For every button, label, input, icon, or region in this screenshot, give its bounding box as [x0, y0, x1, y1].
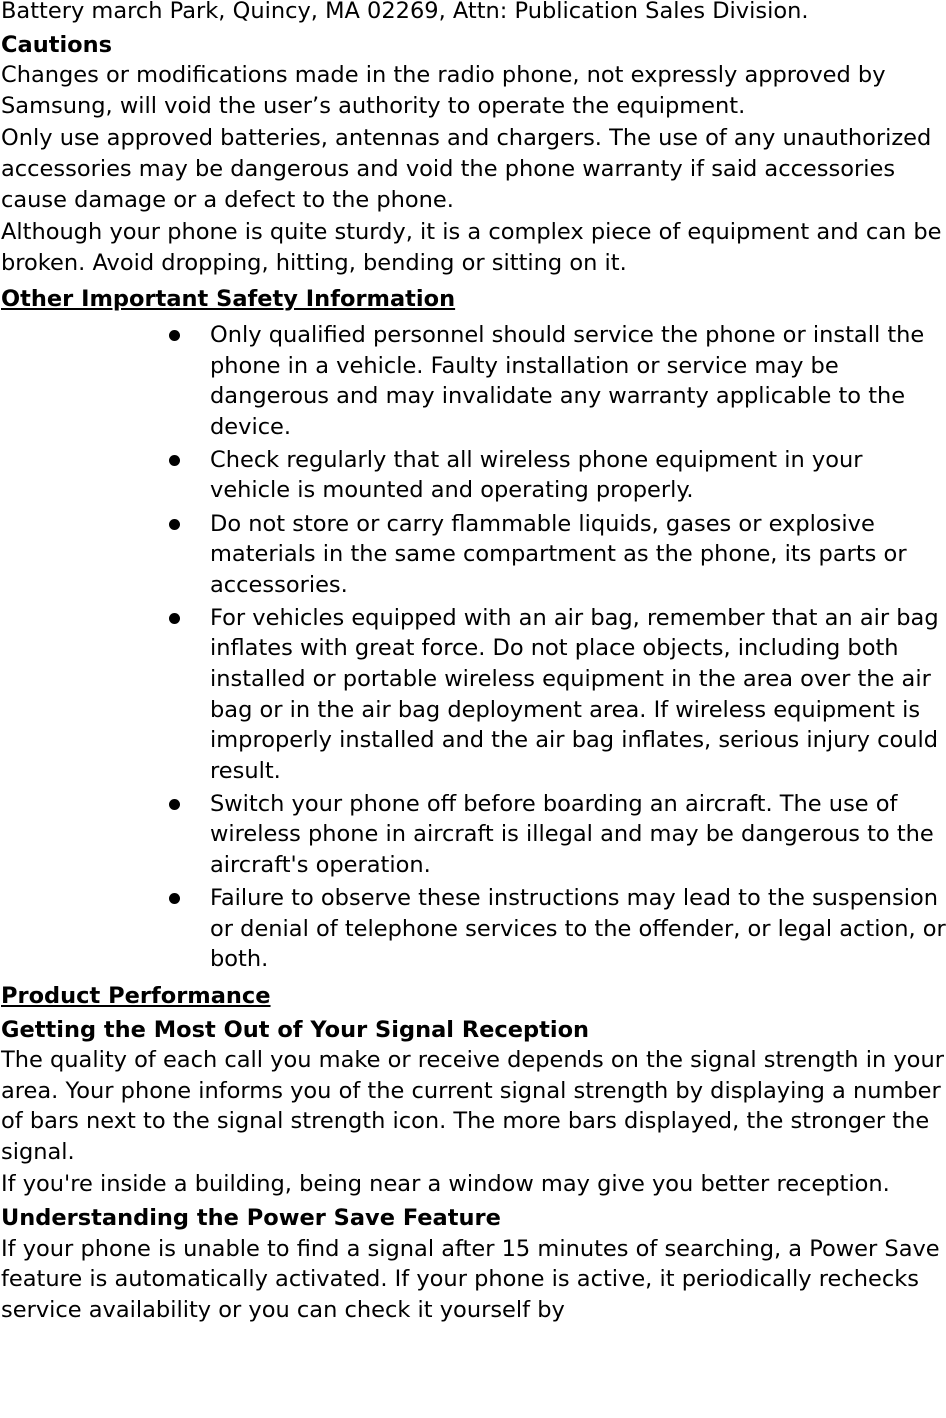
list-item [1, 603, 946, 787]
list-item [1, 789, 946, 881]
list-item-text: Switch your phone off before boarding an aircraft. The use of wireless phone in aircraft is illegal and may be dangerous to the aircraft's operation. [210, 790, 934, 879]
list-item-text: Only qualified personnel should service the phone or install the phone in a vehicle. Faulty installation or service may be dangerous and may invalidate any warranty applicable to the device. [210, 321, 925, 440]
performance-heading: Product Performance [1, 982, 271, 1009]
list-item-text: For vehicles equipped with an air bag, remember that an air bag inflates with great force. Do not place objects, including both installed or portable wireless equipment in the area over the air bag or in the air bag deployment area. If wireless equipment is improperly installed and the air bag inflates, serious injury could result. [210, 604, 939, 784]
cautions-paragraph-1: Changes or modifications made in the radio phone, not expressly approved by Samsung, will void the user’s authority to operate the equipment. [1, 62, 886, 119]
power-save-heading: Understanding the Power Save Feature [1, 1205, 501, 1232]
list-item [1, 320, 946, 442]
safety-heading: Other Important Safety Information [1, 286, 456, 313]
safety-list [1, 320, 946, 975]
list-item [1, 883, 946, 975]
list-item-text: Failure to observe these instructions may lead to the suspension or denial of telephone services to the offender, or legal action, or both. [210, 885, 946, 973]
list-item-text: Check regularly that all wireless phone equipment in your vehicle is mounted and operating properly. [210, 446, 863, 504]
bullet-icon [169, 330, 180, 341]
bullet-icon [169, 799, 180, 810]
cautions-paragraph-2: Only use approved batteries, antennas and chargers. The use of any unauthorized accessories may be dangerous and void the phone warranty if said accessories cause damage or a defect to the phone. [1, 125, 932, 213]
bullet-icon [169, 519, 180, 530]
bullet-icon [169, 455, 180, 466]
bullet-icon [169, 893, 180, 904]
bullet-icon [169, 613, 180, 624]
cautions-heading: Cautions [1, 31, 113, 58]
document-page [1, 0, 946, 1325]
cautions-paragraph-3: Although your phone is quite sturdy, it is a complex piece of equipment and can be broken. Avoid dropping, hitting, bending or sitting on it. [1, 219, 942, 276]
list-item [1, 509, 946, 601]
signal-paragraph-1: The quality of each call you make or receive depends on the signal strength in your area. Your phone informs you of the current signal strength by displaying a number of bars next to the signal strength icon. The more bars displayed, the stronger the signal. [1, 1047, 944, 1165]
address-line: Battery march Park, Quincy, MA 02269, Attn: Publication Sales Division. [1, 0, 809, 24]
power-save-paragraph-1: If your phone is unable to find a signal after 15 minutes of searching, a Power Save feature is automatically activated. If your phone is active, it periodically rechecks service availability or you can check it yourself by [1, 1235, 940, 1323]
signal-heading: Getting the Most Out of Your Signal Reception [1, 1016, 590, 1043]
list-item [1, 445, 946, 506]
list-item-text: Do not store or carry flammable liquids, gases or explosive materials in the same compartment as the phone, its parts or accessories. [210, 510, 907, 598]
signal-paragraph-2: If you're inside a building, being near a window may give you better reception. [1, 1171, 890, 1198]
